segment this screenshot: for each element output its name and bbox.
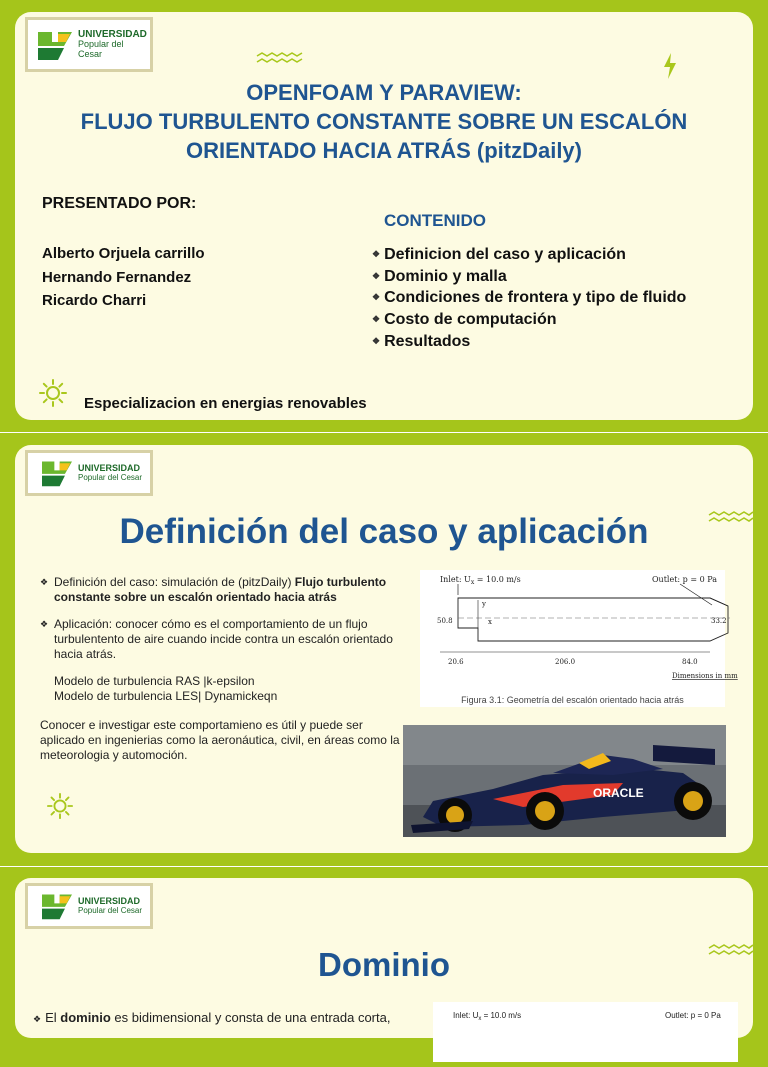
author-name: Hernando Fernandez [42, 268, 192, 286]
specialization-label: Especializacion en energias renovables [84, 395, 367, 412]
domain-text-pre: El [45, 1010, 61, 1025]
diamond-bullet-icon: ❖ [40, 577, 49, 587]
presentation-title [15, 78, 753, 165]
slide-title [15, 12, 753, 420]
race-car-image [403, 725, 726, 837]
knowledge-paragraph: Conocer e investigar este comportamieno es útil y puede ser aplicado en ingenierias como la aeronáutica, civil, en áreas como la meteorologia y automoción. [40, 718, 400, 762]
domain-paragraph [33, 1010, 390, 1025]
definition-text-block [40, 575, 400, 763]
contents-item [372, 266, 686, 288]
figure-caption: Figura 3.1: Geometría del escalón orientado hacia atrás [461, 695, 684, 705]
logo-line1: UNIVERSIDAD [78, 28, 147, 40]
contents-heading: CONTENIDO [384, 211, 486, 230]
contents-item [372, 331, 686, 353]
diamond-bullet-icon: ❖ [372, 314, 381, 325]
dimension-right: 33.2 [711, 617, 727, 625]
slide-separator [0, 866, 768, 867]
slide-definition [15, 445, 753, 853]
author-name: Ricardo Charri [42, 292, 147, 309]
domain-diagram [433, 1002, 738, 1062]
university-logo-icon [36, 28, 74, 62]
models-block [54, 674, 400, 704]
model-line: Modelo de turbulencia RAS |k-epsilon [54, 674, 255, 688]
car-brand-text: ORACLE [593, 786, 644, 800]
university-logo-icon [40, 891, 74, 921]
title-line-2: FLUJO TURBULENTO CONSTANTE SOBRE UN ESCALÓN [80, 109, 688, 134]
slide-title: Definición del caso y aplicación [119, 512, 649, 551]
list-item [40, 617, 400, 662]
step-geometry-diagram [420, 570, 738, 690]
sun-icon [47, 793, 73, 819]
lightning-icon [662, 52, 678, 80]
university-logo [25, 17, 153, 72]
logo-line2: Popular del Cesar [78, 39, 124, 59]
diamond-bullet-icon: ❖ [372, 292, 381, 303]
university-logo-icon [40, 458, 74, 488]
inlet-label: Inlet: $U_x = 10.0$ m/s [453, 1011, 522, 1022]
application-text: Aplicación: conocer cómo es el comportamiento de un flujo turbulentento de aire cuando incide contra un escalón orientado hacia atrás. [54, 617, 393, 661]
domain-text-post: es bidimensional y consta de una entrada corta, [110, 1010, 391, 1025]
slide-domain [15, 878, 753, 1038]
logo-line1: UNIVERSIDAD [78, 463, 141, 474]
author-list [42, 242, 205, 313]
diamond-bullet-icon: ❖ [40, 619, 49, 629]
definition-text: Definición del caso: simulación de (pitzDaily) [54, 575, 295, 589]
contents-item-label: Costo de computación [384, 311, 557, 329]
logo-line2: Popular del Cesar [78, 472, 143, 482]
university-logo [25, 883, 153, 929]
contents-item [372, 309, 686, 331]
logo-line1: UNIVERSIDAD [78, 896, 141, 907]
length-outlet: 84.0 [682, 658, 698, 666]
domain-figure [433, 1002, 738, 1062]
contents-item-label: Dominio y malla [384, 267, 507, 285]
domain-text-bold: dominio [60, 1010, 111, 1025]
contents-item [372, 287, 686, 309]
zigzag-decoration [257, 52, 305, 64]
x-axis-label: x [488, 618, 492, 626]
university-logo [25, 450, 153, 496]
y-axis-label: y [482, 600, 486, 608]
definition-paragraph [54, 575, 400, 605]
presented-by-label: PRESENTADO POR: [42, 195, 197, 212]
diamond-bullet-icon: ❖ [372, 270, 381, 281]
outlet-label: Outlet: p = 0 Pa [652, 575, 718, 584]
definition-bold-text: Flujo turbulento constante sobre un escalón orientado hacia atrás [54, 575, 387, 604]
author-name: Alberto Orjuela carrillo [42, 245, 205, 262]
logo-line2: Popular del Cesar [78, 905, 143, 915]
sun-icon [39, 379, 67, 407]
step-geometry-figure [420, 570, 738, 707]
contents-item-label: Condiciones de frontera y tipo de fluido [384, 289, 687, 307]
contents-item-label: Definicion del caso y aplicación [384, 246, 626, 263]
outlet-label: Outlet: p = 0 Pa [665, 1011, 721, 1020]
contents-item-label: Resultados [384, 332, 471, 350]
slide-title: Dominio [318, 946, 450, 983]
length-step: 206.0 [555, 658, 576, 666]
model-line: Modelo de turbulencia LES| Dynamickeqn [54, 689, 278, 703]
title-line-3: ORIENTADO HACIA ATRÁS (pitzDaily) [186, 138, 582, 163]
diamond-bullet-icon: ❖ [372, 335, 381, 346]
contents-list [372, 244, 686, 353]
slide-separator [0, 432, 768, 433]
list-item [40, 575, 400, 605]
contents-item [372, 244, 686, 266]
dimension-left: 50.8 [437, 617, 453, 625]
title-line-1: OPENFOAM Y PARAVIEW: [246, 80, 522, 105]
units-label: Dimensions in mm [672, 672, 738, 680]
diamond-bullet-icon: ❖ [33, 1014, 42, 1024]
diamond-bullet-icon: ❖ [372, 249, 381, 259]
inlet-label: Inlet: $U_x = 10.0$ m/s [440, 575, 521, 586]
length-inlet: 20.6 [448, 658, 464, 666]
